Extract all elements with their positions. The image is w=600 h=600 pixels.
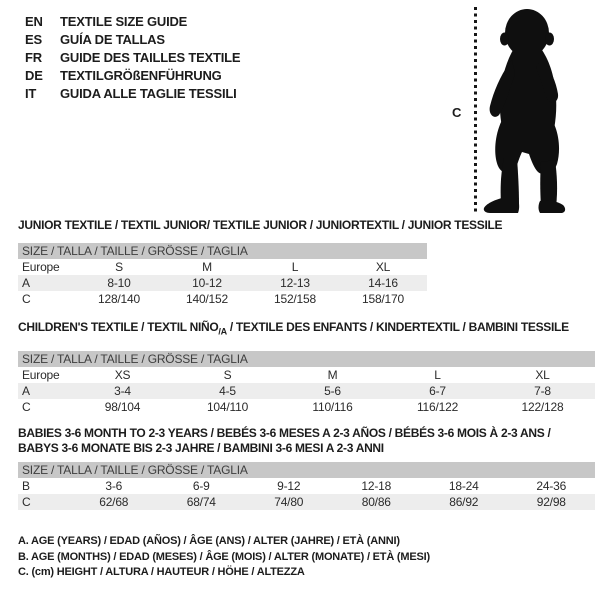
size-value-cell: XS (114, 368, 131, 383)
table-row (18, 494, 595, 510)
language-title: GUIDE DES TAILLES TEXTILE (60, 49, 241, 65)
language-code: EN (25, 13, 43, 29)
size-value-cell: 12-18 (361, 479, 392, 493)
size-value-cell: 92/98 (536, 495, 566, 509)
size-value-cell: 104/110 (206, 400, 249, 415)
children-table-section (18, 321, 595, 415)
babies-title-line1: BABIES 3-6 MONTH TO 2-3 YEARS / BEBÉS 3-6 MESES A 2-3 AÑOS / BÉBÉS 3-6 MOIS À 2-3 ANS / (18, 426, 551, 440)
baby-silhouette-image (482, 8, 580, 214)
language-row (25, 12, 240, 30)
size-header-band: SIZE / TALLA / TAILLE / GRÖSSE / TAGLIA (18, 462, 595, 478)
size-value-cell: 140/152 (186, 292, 228, 306)
row-label-cell: Europe (22, 260, 60, 274)
size-value-cell: 5-6 (324, 384, 341, 399)
size-value-cell: 14-16 (368, 276, 398, 290)
size-value-cell: 8-10 (107, 276, 131, 290)
size-value-cell: 80/86 (361, 495, 391, 509)
size-value-cell: 116/122 (416, 400, 459, 415)
size-value-cell: S (115, 260, 123, 274)
footnote-b: B. AGE (MONTHS) / EDAD (MESES) / ÂGE (MOIS) / ALTER (MONATE) / ETÀ (MESI) (18, 550, 430, 563)
size-value-cell: 12-13 (280, 276, 310, 290)
footnote-a: A. AGE (YEARS) / EDAD (AÑOS) / ÂGE (ANS) / ALTER (JAHRE) / ETÀ (ANNI) (18, 535, 400, 547)
babies-title-line2: BABYS 3-6 MONATE BIS 2-3 JAHRE / BAMBINI 3-6 MESI A 2-3 ANNI (18, 441, 384, 455)
row-label-cell: A (22, 276, 30, 290)
row-label-cell: C (22, 292, 31, 306)
children-table-title (18, 321, 595, 338)
language-title: GUÍA DE TALLAS (60, 31, 165, 47)
language-title: GUIDA ALLE TAGLIE TESSILI (60, 85, 237, 101)
size-value-cell: 74/80 (274, 495, 304, 509)
babies-table-title (18, 426, 595, 456)
table-row (18, 275, 427, 291)
size-value-cell: XL (375, 260, 391, 274)
language-row (25, 66, 240, 84)
size-value-cell: XL (535, 368, 550, 383)
size-value-cell: 9-12 (277, 479, 301, 493)
size-value-cell: 6-7 (429, 384, 446, 399)
size-header-band: SIZE / TALLA / TAILLE / GRÖSSE / TAGLIA (18, 351, 595, 367)
table-row (18, 291, 427, 307)
children-size-table (18, 367, 595, 415)
table-row (18, 478, 595, 494)
size-value-cell: L (291, 260, 299, 274)
language-row (25, 48, 240, 66)
language-title: TEXTILGRÖßENFÜHRUNG (60, 67, 222, 83)
row-label-cell: Europe (22, 368, 60, 383)
size-value-cell: M (202, 260, 212, 274)
size-value-cell: 3-6 (105, 479, 123, 493)
language-code: IT (25, 85, 37, 101)
size-value-cell: 122/128 (521, 400, 564, 415)
row-label-cell: B (22, 479, 30, 493)
size-value-cell: 158/170 (362, 292, 404, 306)
size-value-cell: S (223, 368, 232, 383)
size-value-cell: 98/104 (104, 400, 141, 415)
language-code: DE (25, 67, 43, 83)
language-row (25, 30, 240, 48)
size-value-cell: 68/74 (186, 495, 216, 509)
row-label-cell: C (22, 400, 31, 415)
language-code: ES (25, 31, 42, 47)
babies-table-section (18, 426, 595, 510)
language-list (25, 12, 240, 102)
size-value-cell: 6-9 (192, 479, 210, 493)
height-label-c: C (452, 105, 462, 120)
junior-size-table (18, 259, 427, 307)
language-title: TEXTILE SIZE GUIDE (60, 13, 188, 29)
footnote-c: C. (cm) HEIGHT / ALTURA / HAUTEUR / HÖHE / ALTEZZA (18, 566, 305, 578)
size-value-cell: 7-8 (534, 384, 551, 399)
children-title-text: / TEXTILE DES ENFANTS / KINDERTEXTIL / BAMBINI TESSILE (226, 320, 569, 334)
row-label-cell: A (22, 384, 30, 399)
size-value-cell: 62/68 (99, 495, 129, 509)
table-row (18, 259, 427, 275)
junior-table-section (18, 218, 503, 307)
size-value-cell: 110/116 (312, 400, 353, 415)
height-dashed-line (474, 7, 477, 212)
junior-table-title: JUNIOR TEXTILE / TEXTIL JUNIOR/ TEXTILE JUNIOR / JUNIORTEXTIL / JUNIOR TESSILE (18, 218, 503, 232)
children-title-text: CHILDREN'S TEXTILE / TEXTIL NIÑO (18, 320, 219, 334)
size-value-cell: 128/140 (98, 292, 140, 306)
table-row (18, 383, 595, 399)
table-row (18, 367, 595, 383)
size-value-cell: 152/158 (274, 292, 316, 306)
size-value-cell: 10-12 (192, 276, 222, 290)
size-header-band: SIZE / TALLA / TAILLE / GRÖSSE / TAGLIA (18, 243, 427, 259)
table-row (18, 399, 595, 415)
children-title-subscript: /A (218, 326, 227, 337)
footnotes (18, 534, 430, 581)
size-value-cell: M (327, 368, 338, 383)
size-value-cell: 24-36 (536, 479, 567, 493)
babies-size-table (18, 478, 595, 510)
size-value-cell: 18-24 (448, 479, 479, 493)
language-code: FR (25, 49, 42, 65)
size-value-cell: L (434, 368, 441, 383)
language-row (25, 84, 240, 102)
size-value-cell: 4-5 (219, 384, 236, 399)
row-label-cell: C (22, 495, 31, 509)
size-value-cell: 86/92 (449, 495, 479, 509)
size-value-cell: 3-4 (114, 384, 131, 399)
